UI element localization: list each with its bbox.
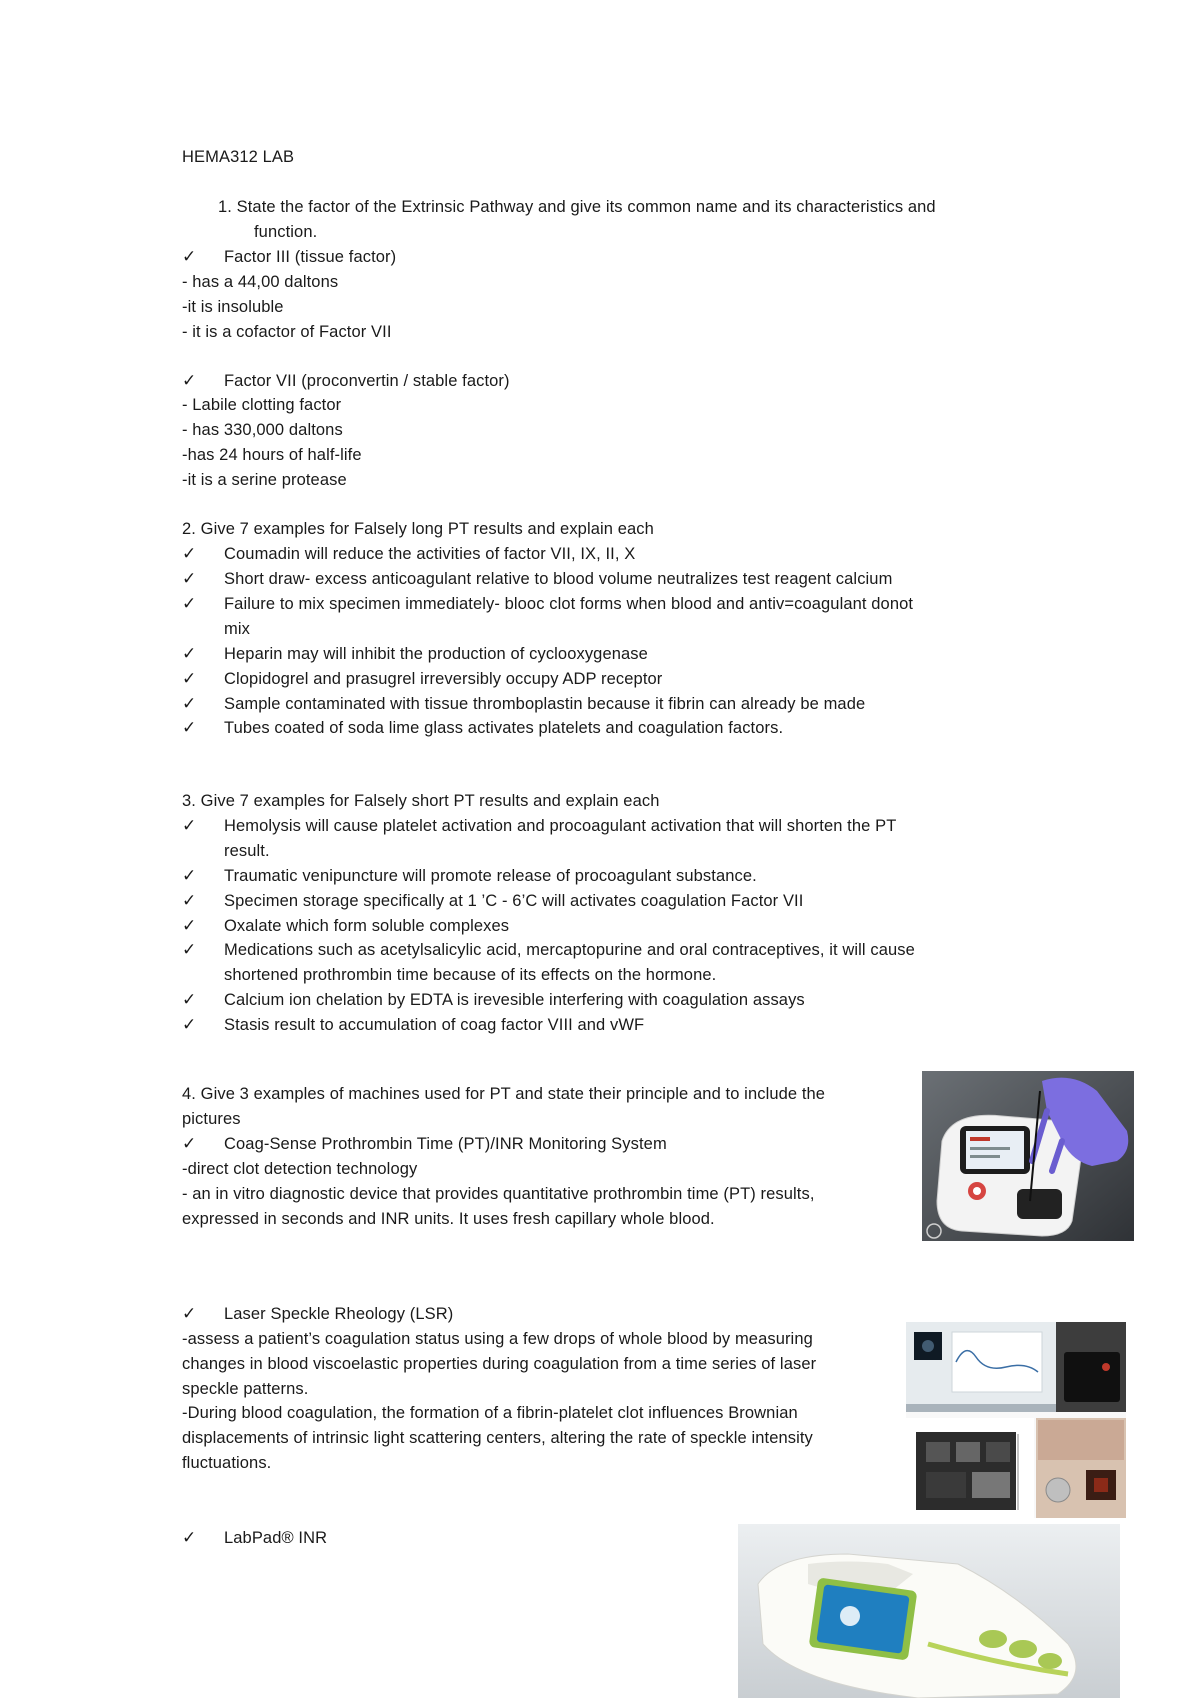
- q2-heading: 2. Give 7 examples for Falsely long PT results and explain each: [182, 520, 654, 538]
- laser-speckle-photo: [906, 1322, 1126, 1518]
- checkmark-icon: ✓: [182, 644, 197, 663]
- machine1-line: - an in vitro diagnostic device that provides quantitative prothrombin time (PT) results,: [182, 1185, 815, 1203]
- checkmark-icon: ✓: [182, 718, 197, 737]
- q3-heading: 3. Give 7 examples for Falsely short PT results and explain each: [182, 792, 660, 810]
- checkmark-icon: ✓: [182, 569, 197, 588]
- factor3-point: - has a 44,00 daltons: [182, 273, 339, 291]
- q2-item: Tubes coated of soda lime glass activates platelets and coagulation factors.: [224, 719, 784, 737]
- checkmark-icon: ✓: [182, 990, 197, 1009]
- q2-item: Coumadin will reduce the activities of factor VII, IX, II, X: [224, 545, 636, 563]
- checkmark-icon: ✓: [182, 891, 197, 910]
- document-title: HEMA312 LAB: [182, 148, 295, 166]
- machine2-line: fluctuations.: [182, 1454, 272, 1472]
- factor7-point: - has 330,000 daltons: [182, 421, 343, 439]
- checkmark-icon: ✓: [182, 916, 197, 935]
- factor7-point: -has 24 hours of half-life: [182, 446, 362, 464]
- checkmark-icon: ✓: [182, 1528, 197, 1547]
- machine2-line: changes in blood viscoelastic properties during coagulation from a time series of laser: [182, 1355, 817, 1373]
- q3-item-continued: result.: [224, 842, 270, 860]
- checkmark-icon: ✓: [182, 866, 197, 885]
- q3-item: Calcium ion chelation by EDTA is irevesible interfering with coagulation assays: [224, 991, 805, 1009]
- checkmark-icon: ✓: [182, 1134, 197, 1153]
- q3-item: Stasis result to accumulation of coag factor VIII and vWF: [224, 1016, 645, 1034]
- factor3-title: Factor III (tissue factor): [224, 248, 397, 266]
- q2-item: Heparin may will inhibit the production of cyclooxygenase: [224, 645, 648, 663]
- q2-item: Sample contaminated with tissue thromboplastin because it fibrin can already be made: [224, 695, 866, 713]
- q3-item: Oxalate which form soluble complexes: [224, 917, 510, 935]
- labpad-inr-photo: [738, 1524, 1120, 1698]
- checkmark-icon: ✓: [182, 1015, 197, 1034]
- checkmark-icon: ✓: [182, 816, 197, 835]
- q1-heading-line2: function.: [254, 223, 318, 241]
- q2-item: Failure to mix specimen immediately- blooc clot forms when blood and antiv=coagulant donot: [224, 595, 914, 613]
- checkmark-icon: ✓: [182, 940, 197, 959]
- q4-heading-line1: 4. Give 3 examples of machines used for PT and state their principle and to include the: [182, 1085, 826, 1103]
- machine2-line: displacements of intrinsic light scattering centers, altering the rate of speckle intensity: [182, 1429, 813, 1447]
- machine3-title: LabPad® INR: [224, 1529, 328, 1547]
- coag-sense-photo: [922, 1071, 1134, 1241]
- checkmark-icon: ✓: [182, 544, 197, 563]
- q2-item-continued: mix: [224, 620, 250, 638]
- machine1-title: Coag-Sense Prothrombin Time (PT)/INR Monitoring System: [224, 1135, 667, 1153]
- q4-heading-line2: pictures: [182, 1110, 241, 1128]
- checkmark-icon: ✓: [182, 594, 197, 613]
- machine2-line: -assess a patient’s coagulation status using a few drops of whole blood by measuring: [182, 1330, 813, 1348]
- q3-item: Hemolysis will cause platelet activation and procoagulant activation that will shorten the PT: [224, 817, 897, 835]
- factor3-point: - it is a cofactor of Factor VII: [182, 323, 392, 341]
- machine2-line: -During blood coagulation, the formation of a fibrin-platelet clot influences Brownian: [182, 1404, 798, 1422]
- factor7-point: - Labile clotting factor: [182, 396, 342, 414]
- machine1-line: expressed in seconds and INR units. It uses fresh capillary whole blood.: [182, 1210, 715, 1228]
- checkmark-icon: ✓: [182, 371, 197, 390]
- q2-item: Short draw- excess anticoagulant relative to blood volume neutralizes test reagent calcium: [224, 570, 893, 588]
- q3-item-continued: shortened prothrombin time because of its effects on the hormone.: [224, 966, 717, 984]
- q3-item: Specimen storage specifically at 1 ’C - 6’C will activates coagulation Factor VII: [224, 892, 804, 910]
- factor3-point: -it is insoluble: [182, 298, 284, 316]
- factor7-title: Factor VII (proconvertin / stable factor): [224, 372, 510, 390]
- q2-item: Clopidogrel and prasugrel irreversibly occupy ADP receptor: [224, 670, 663, 688]
- q3-item: Medications such as acetylsalicylic acid, mercaptopurine and oral contraceptives, it will cause: [224, 941, 915, 959]
- q3-item: Traumatic venipuncture will promote release of procoagulant substance.: [224, 867, 757, 885]
- checkmark-icon: ✓: [182, 694, 197, 713]
- checkmark-icon: ✓: [182, 1304, 197, 1323]
- machine2-line: speckle patterns.: [182, 1380, 309, 1398]
- factor7-point: -it is a serine protease: [182, 471, 347, 489]
- q1-heading-line1: 1. State the factor of the Extrinsic Pathway and give its common name and its characteristics and: [218, 198, 936, 216]
- machine2-title: Laser Speckle Rheology (LSR): [224, 1305, 454, 1323]
- machine1-line: -direct clot detection technology: [182, 1160, 418, 1178]
- checkmark-icon: ✓: [182, 247, 197, 266]
- checkmark-icon: ✓: [182, 669, 197, 688]
